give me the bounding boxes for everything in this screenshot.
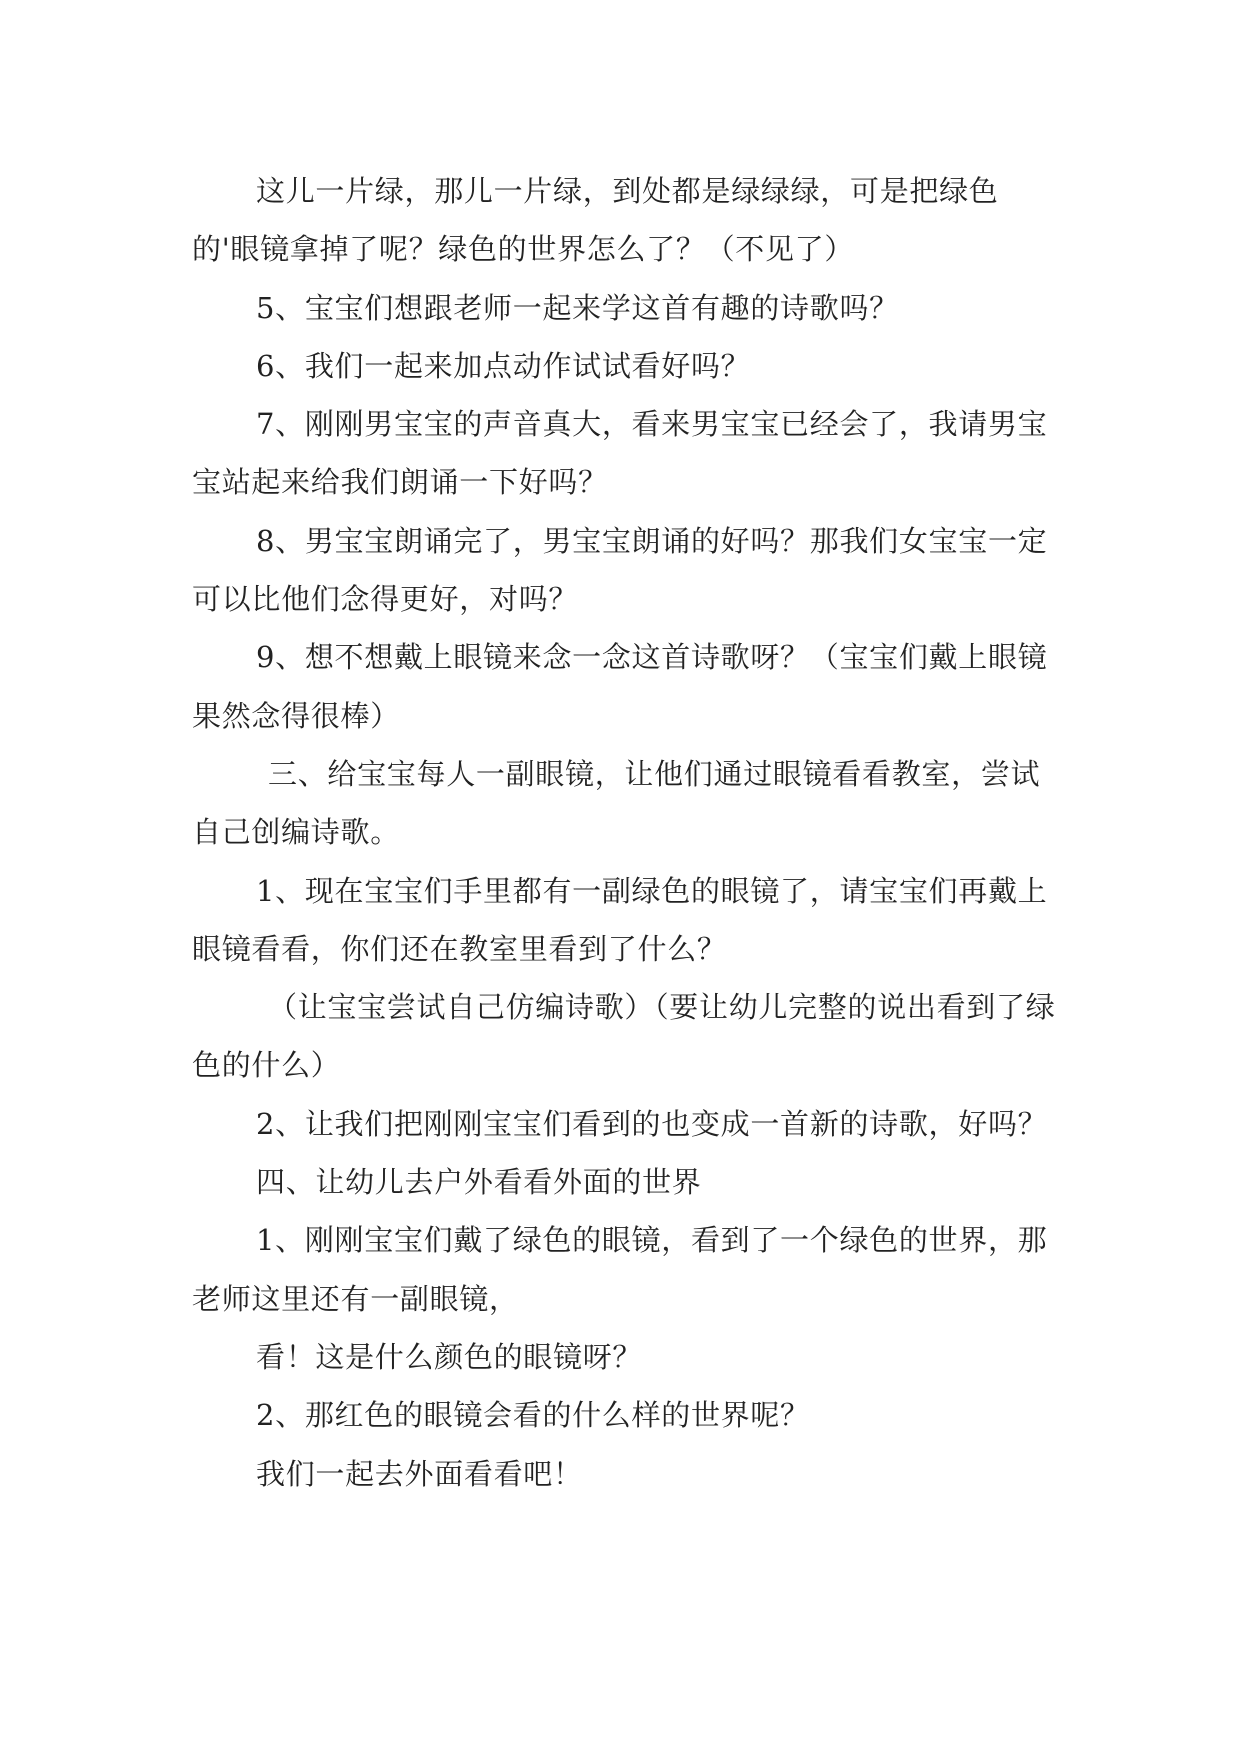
paragraph-green-everywhere: 这儿一片绿，那儿一片绿，到处都是绿绿绿，可是把绿色的'眼镜拿掉了呢？绿色的世界怎么了？（不见了） (192, 174, 999, 267)
section-heading-four: 四、让幼儿去户外看看外面的世界 (256, 1165, 702, 1200)
paragraph-section3-note: （让宝宝尝试自己仿编诗歌）（要让幼儿完整的说出看到了绿色的什么） (192, 990, 1056, 1083)
paragraph-section3-step-1: 1、现在宝宝们手里都有一副绿色的眼镜了，请宝宝们再戴上眼镜看看，你们还在教室里看到了什么？ (192, 873, 1048, 966)
paragraph-section3-step-2: 2、让我们把刚刚宝宝们看到的也变成一首新的诗歌，好吗？ (256, 1106, 1048, 1141)
paragraph-section4-step-1: 1、刚刚宝宝们戴了绿色的眼镜，看到了一个绿色的世界，那老师这里还有一副眼镜， (192, 1223, 1048, 1316)
section-heading-three: 三、给宝宝每人一副眼镜，让他们通过眼镜看看教室，尝试自己创编诗歌。 (192, 756, 1041, 850)
paragraph-section4-look: 看！这是什么颜色的眼镜呀？ (256, 1339, 643, 1374)
paragraph-step-5: 5、宝宝们想跟老师一起来学这首有趣的诗歌吗？ (256, 290, 899, 325)
paragraph-section4-go-outside: 我们一起去外面看看吧！ (256, 1456, 583, 1491)
document-body (192, 162, 1062, 1503)
paragraph-step-8: 8、男宝宝朗诵完了，男宝宝朗诵的好吗？那我们女宝宝一定可以比他们念得更好，对吗？ (192, 523, 1048, 617)
paragraph-step-9: 9、想不想戴上眼镜来念一念这首诗歌呀？（宝宝们戴上眼镜果然念得很棒） (192, 640, 1048, 733)
paragraph-step-6: 6、我们一起来加点动作试试看好吗？ (256, 348, 751, 383)
paragraph-section4-step-2: 2、那红色的眼镜会看的什么样的世界呢？ (256, 1398, 810, 1433)
paragraph-step-7: 7、刚刚男宝宝的声音真大，看来男宝宝已经会了，我请男宝宝站起来给我们朗诵一下好吗？ (192, 407, 1048, 500)
